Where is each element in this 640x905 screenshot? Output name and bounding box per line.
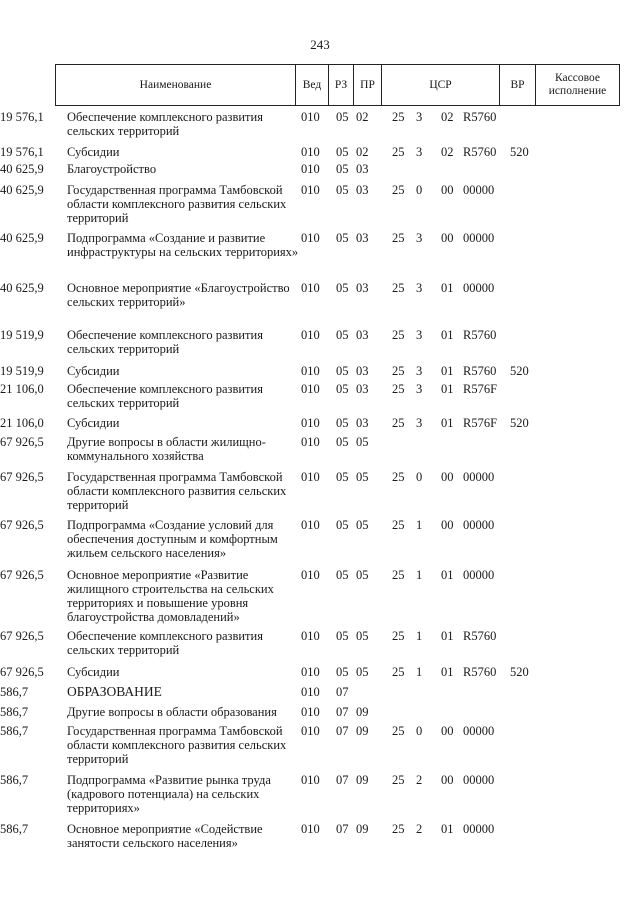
row-ved: 010 [301,705,320,719]
row-ved: 010 [301,281,320,295]
row-c3: 02 [441,145,454,159]
row-c1: 25 [392,145,405,159]
header-vr: ВР [499,65,535,105]
row-name: Подпрограмма «Создание условий для обеспечения доступным и комфортным жильем сельского населения» [67,518,278,560]
row-name: ОБРАЗОВАНИЕ [67,684,162,699]
row-c3: 01 [441,822,454,836]
row-pr: 03 [356,416,369,430]
row-pr: 05 [356,518,369,532]
page-number: 243 [310,37,330,52]
header-ved: Вед [295,65,328,105]
row-c2: 3 [416,281,423,295]
row-c3: 00 [441,470,454,484]
row-rz: 05 [336,435,349,449]
row-c4: 00000 [463,724,495,738]
row-c1: 25 [392,281,405,295]
row-pr: 03 [356,231,369,245]
row-name: Обеспечение комплексного развития сельских территорий [67,110,263,138]
row-amount: 586,7 [0,724,29,738]
row-amount: 40 625,9 [0,162,44,176]
row-c2: 3 [416,110,423,124]
row-c4: 00000 [463,231,495,245]
row-pr: 03 [356,364,369,378]
row-c4: R5760 [463,145,497,159]
row-c3: 01 [441,281,454,295]
row-rz: 05 [336,183,349,197]
row-c2: 3 [416,231,423,245]
row-c4: 00000 [463,470,495,484]
row-c3: 00 [441,183,454,197]
row-name: Обеспечение комплексного развития сельских территорий [67,629,263,657]
row-pr: 09 [356,822,369,836]
row-pr: 03 [356,328,369,342]
row-c4: R576F [463,416,498,430]
row-ved: 010 [301,328,320,342]
row-rz: 05 [336,231,349,245]
row-rz: 07 [336,724,349,738]
row-pr: 03 [356,382,369,396]
row-c1: 25 [392,183,405,197]
row-name: Государственная программа Тамбовской области комплексного развития сельских территорий [67,183,287,225]
row-rz: 07 [336,705,349,719]
row-name: Основное мероприятие «Благоустройство сельских территорий» [67,281,290,309]
row-c4: 00000 [463,281,495,295]
row-ved: 010 [301,162,320,176]
row-c2: 3 [416,364,423,378]
row-amount: 40 625,9 [0,231,44,245]
row-c2: 0 [416,470,423,484]
table-header [55,64,620,106]
row-name: Основное мероприятие «Развитие жилищного строительства на сельских территориях и повышение уровня благоустройства домовладений» [67,568,274,624]
row-amount: 67 926,5 [0,518,44,532]
row-vr: 520 [510,364,529,378]
row-vr: 520 [510,416,529,430]
row-name: Подпрограмма «Развитие рынка труда (кадрового потенциала) на сельских территориях» [67,773,271,815]
row-name: Благоустройство [67,162,157,176]
row-pr: 05 [356,470,369,484]
header-rz: РЗ [328,65,353,105]
row-amount: 586,7 [0,705,29,719]
header-amount [535,65,619,105]
row-rz: 05 [336,382,349,396]
row-name: Государственная программа Тамбовской области комплексного развития сельских территорий [67,724,287,766]
row-c1: 25 [392,665,405,679]
row-c3: 01 [441,665,454,679]
row-amount: 40 625,9 [0,281,44,295]
row-c3: 01 [441,328,454,342]
row-pr: 03 [356,162,369,176]
row-ved: 010 [301,183,320,197]
row-c2: 1 [416,629,423,643]
row-rz: 05 [336,162,349,176]
row-rz: 05 [336,629,349,643]
row-c1: 25 [392,568,405,582]
row-c3: 01 [441,364,454,378]
row-c2: 2 [416,822,423,836]
row-c1: 25 [392,773,405,787]
row-name: Субсидии [67,364,120,378]
row-c1: 25 [392,629,405,643]
header-pr: ПР [353,65,381,105]
row-name: Обеспечение комплексного развития сельских территорий [67,328,263,356]
row-c1: 25 [392,416,405,430]
row-c4: 00000 [463,568,495,582]
row-c3: 00 [441,724,454,738]
row-name: Подпрограмма «Создание и развитие инфраструктуры на сельских территориях» [67,231,299,259]
row-rz: 05 [336,470,349,484]
header-csr: ЦСР [381,65,499,105]
row-c2: 2 [416,773,423,787]
row-c2: 1 [416,665,423,679]
row-amount: 21 106,0 [0,416,44,430]
header-amount-line2: исполнение [548,85,607,97]
row-c3: 00 [441,518,454,532]
row-amount: 21 106,0 [0,382,44,396]
row-pr: 05 [356,435,369,449]
row-amount: 40 625,9 [0,183,44,197]
row-c3: 01 [441,382,454,396]
row-amount: 19 576,1 [0,145,44,159]
row-amount: 67 926,5 [0,470,44,484]
row-rz: 05 [336,518,349,532]
row-ved: 010 [301,416,320,430]
row-c1: 25 [392,822,405,836]
row-ved: 010 [301,629,320,643]
row-pr: 02 [356,110,369,124]
row-rz: 05 [336,328,349,342]
row-c3: 01 [441,416,454,430]
row-pr: 09 [356,724,369,738]
row-c1: 25 [392,724,405,738]
header-amount-line1: Кассовое [555,72,600,84]
row-c1: 25 [392,382,405,396]
row-rz: 07 [336,685,349,699]
row-c2: 3 [416,328,423,342]
row-c2: 3 [416,382,423,396]
row-c4: 00000 [463,518,495,532]
row-amount: 586,7 [0,773,29,787]
row-vr: 520 [510,145,529,159]
row-ved: 010 [301,470,320,484]
row-ved: 010 [301,518,320,532]
row-ved: 010 [301,231,320,245]
row-name: Другие вопросы в области образования [67,705,277,719]
row-c4: R5760 [463,328,497,342]
row-ved: 010 [301,364,320,378]
row-amount: 67 926,5 [0,435,44,449]
row-ved: 010 [301,110,320,124]
row-amount: 19 576,1 [0,110,44,124]
row-ved: 010 [301,382,320,396]
row-c1: 25 [392,110,405,124]
row-ved: 010 [301,435,320,449]
row-rz: 05 [336,281,349,295]
row-c2: 3 [416,416,423,430]
row-c4: R5760 [463,665,497,679]
row-rz: 07 [336,822,349,836]
row-c2: 0 [416,183,423,197]
row-ved: 010 [301,822,320,836]
row-c2: 1 [416,518,423,532]
row-amount: 19 519,9 [0,364,44,378]
row-rz: 05 [336,145,349,159]
row-amount: 67 926,5 [0,629,44,643]
row-c3: 00 [441,231,454,245]
row-name: Государственная программа Тамбовской области комплексного развития сельских территорий [67,470,287,512]
row-ved: 010 [301,145,320,159]
row-pr: 09 [356,773,369,787]
row-c2: 0 [416,724,423,738]
row-rz: 07 [336,773,349,787]
row-c3: 00 [441,773,454,787]
row-c4: 00000 [463,822,495,836]
row-ved: 010 [301,773,320,787]
row-name: Другие вопросы в области жилищно-коммунального хозяйства [67,435,266,463]
row-c1: 25 [392,328,405,342]
row-rz: 05 [336,364,349,378]
row-ved: 010 [301,724,320,738]
header-name: Наименование [139,78,212,91]
row-pr: 09 [356,705,369,719]
row-rz: 05 [336,110,349,124]
row-c1: 25 [392,231,405,245]
row-c4: 00000 [463,773,495,787]
row-name: Субсидии [67,416,120,430]
row-c3: 01 [441,568,454,582]
row-name: Субсидии [67,145,120,159]
row-rz: 05 [336,665,349,679]
row-name: Обеспечение комплексного развития сельских территорий [67,382,263,410]
row-c4: 00000 [463,183,495,197]
row-pr: 05 [356,568,369,582]
row-name: Субсидии [67,665,120,679]
row-pr: 02 [356,145,369,159]
row-amount: 586,7 [0,685,29,699]
row-amount: 19 519,9 [0,328,44,342]
row-pr: 05 [356,665,369,679]
row-ved: 010 [301,685,320,699]
row-c1: 25 [392,470,405,484]
row-c4: R576F [463,382,498,396]
row-ved: 010 [301,568,320,582]
row-amount: 67 926,5 [0,568,44,582]
row-amount: 586,7 [0,822,29,836]
row-c3: 02 [441,110,454,124]
row-c2: 3 [416,145,423,159]
row-rz: 05 [336,416,349,430]
row-c1: 25 [392,518,405,532]
row-vr: 520 [510,665,529,679]
row-c4: R5760 [463,110,497,124]
row-c4: R5760 [463,629,497,643]
row-ved: 010 [301,665,320,679]
row-amount: 67 926,5 [0,665,44,679]
row-name: Основное мероприятие «Содействие занятости сельского населения» [67,822,263,850]
row-pr: 05 [356,629,369,643]
row-pr: 03 [356,281,369,295]
row-c4: R5760 [463,364,497,378]
row-c1: 25 [392,364,405,378]
row-pr: 03 [356,183,369,197]
row-c3: 01 [441,629,454,643]
row-rz: 05 [336,568,349,582]
row-c2: 1 [416,568,423,582]
